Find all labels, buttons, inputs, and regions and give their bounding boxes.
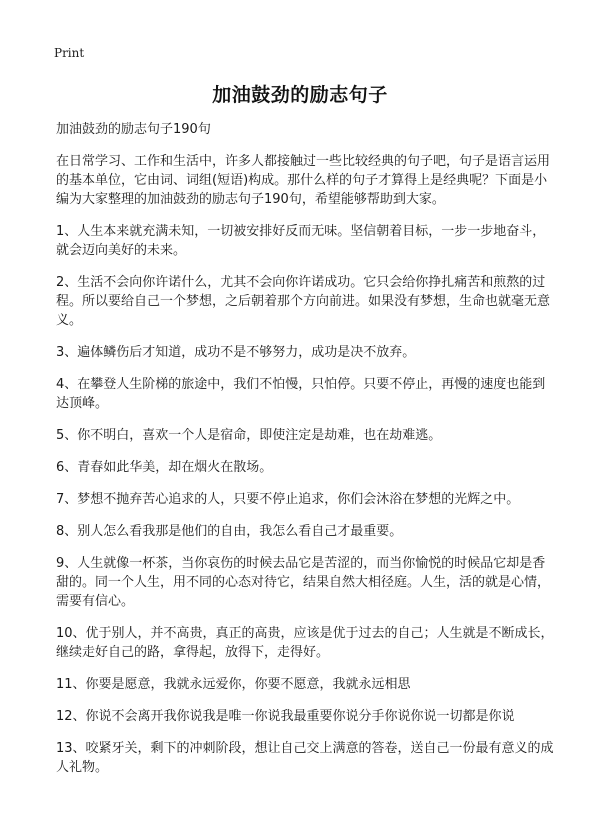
quote-item: 8、别人怎么看我那是他们的自由，我怎么看自己才最重要。 <box>56 524 403 539</box>
quote-item: 1、人生本来就充满未知，一切被安排好反而无味。坚信朝着目标，一步一步地奋斗，就会迈向美好的未来。 <box>56 224 546 258</box>
document-body <box>56 120 556 790</box>
quote-item: 11、你要是愿意，我就永远爱你，你要不愿意，我就永远相思 <box>56 677 411 692</box>
quote-item: 6、青春如此华美，却在烟火在散场。 <box>56 460 273 475</box>
print-label: Print <box>54 46 85 60</box>
quote-item: 13、咬紧牙关，剩下的冲刺阶段，想让自己交上满意的答卷，送自己一份最有意义的成人礼物。 <box>56 741 554 775</box>
quote-item: 2、生活不会向你许诺什么，尤其不会向你许诺成功。它只会给你挣扎痛苦和煎熬的过程。所以要给自己一个梦想，之后朝着那个方向前进。如果没有梦想，生命也就毫无意义。 <box>56 275 551 328</box>
quote-item: 12、你说不会离开我你说我是唯一你说我最重要你说分手你说你说一切都是你说 <box>56 709 515 724</box>
quote-item: 4、在攀登人生阶梯的旅途中，我们不怕慢，只怕停。只要不停止，再慢的速度也能到达顶峰。 <box>56 377 546 411</box>
quote-item: 7、梦想不抛弃苦心追求的人，只要不停止追求，你们会沐浴在梦想的光辉之中。 <box>56 492 520 507</box>
page-title: 加油鼓劲的励志句子 <box>212 84 388 106</box>
quote-item: 9、人生就像一杯茶，当你哀伤的时候去品它是苦涩的，而当你愉悦的时候品它却是香甜的。同一个人生，用不同的心态对待它，结果自然大相径庭。人生，活的就是心情，需要有信心。 <box>56 556 551 609</box>
intro-paragraph: 在日常学习、工作和生活中，许多人都接触过一些比较经典的句子吧，句子是语言运用的基本单位，它由词、词组(短语)构成。那什么样的句子才算得上是经典呢？下面是小编为大家整理的加油鼓劲的励志句子190句，希望能够帮助到大家。 <box>56 154 551 207</box>
quote-item: 5、你不明白，喜欢一个人是宿命，即使注定是劫难，也在劫难逃。 <box>56 428 442 443</box>
quote-item: 3、遍体鳞伤后才知道，成功不是不够努力，成功是决不放弃。 <box>56 345 416 360</box>
document-subtitle: 加油鼓劲的励志句子190句 <box>56 122 211 137</box>
quote-item: 10、优于别人，并不高贵，真正的高贵，应该是优于过去的自己；人生就是不断成长，继续走好自己的路，拿得起，放得下，走得好。 <box>56 626 554 660</box>
